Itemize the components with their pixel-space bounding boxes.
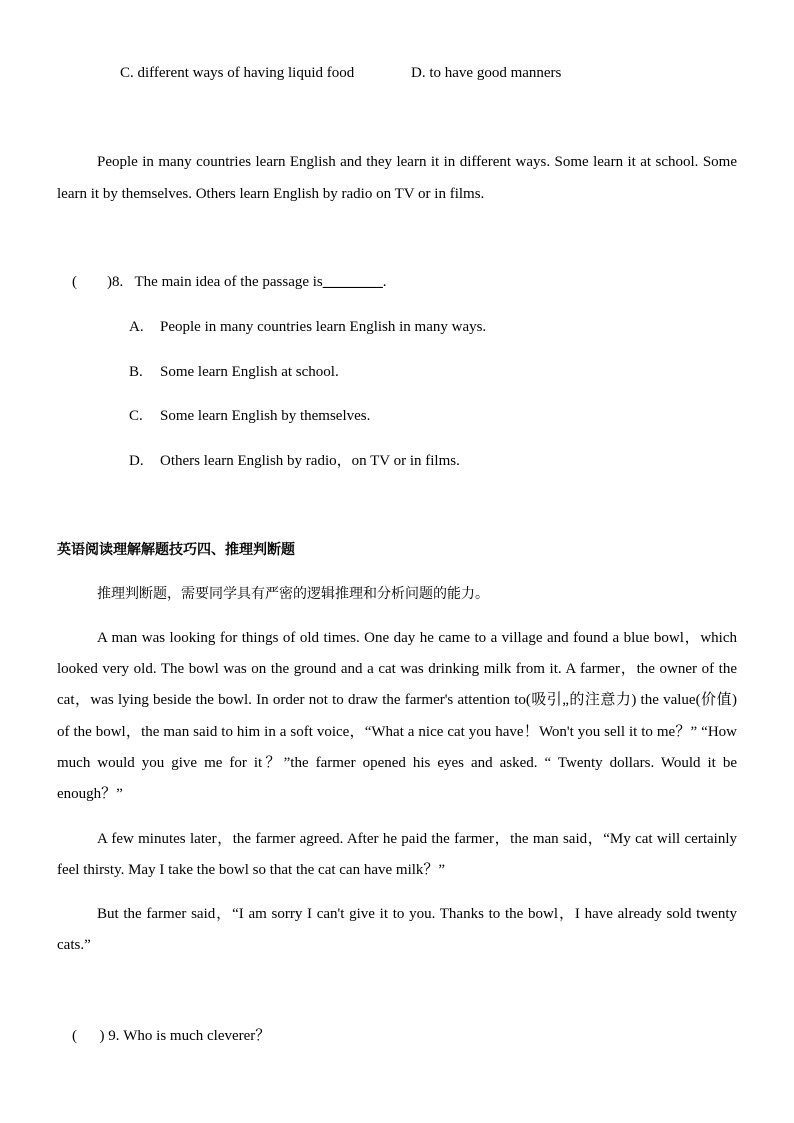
option-c: C. different ways of having liquid food bbox=[120, 65, 355, 81]
question-end: . bbox=[382, 274, 387, 290]
q8-option-c bbox=[129, 406, 370, 426]
q8-option-d bbox=[129, 451, 460, 471]
section-intro: 推理判断题，需要同学具有严密的逻辑推理和分析问题的能力。 bbox=[97, 586, 489, 602]
option-letter: B. bbox=[129, 364, 143, 380]
passage-paragraph: But the farmer said，“I am sorry I can't give it to you. Thanks to the bowl，I have already sold twenty cats.” bbox=[57, 906, 737, 954]
passage-paragraph: A man was looking for things of old times. One day he came to a village and found a blue bowl，which looked very old. The bowl was on the ground and a cat was drinking milk from it. A farmer，the owner of the cat，was lying beside the bowl. In order not to draw the farmer's attention to(吸引„的注意力) the value(价值) of the bowl，the man said to him in a soft voice，“What a nice cat you have！Won't you sell it to me？” “How much would you give me for it？”the farmer opened his eyes and asked. “ Twenty dollars. Would it be enough？” bbox=[57, 630, 737, 803]
answer-blank: ________ bbox=[322, 274, 383, 290]
option-letter: D. bbox=[129, 453, 144, 469]
passage-paragraph: A few minutes later，the farmer agreed. After he paid the farmer，the man said，“My cat will certainly feel thirsty. May I take the bowl so that the cat can have milk？” bbox=[57, 831, 737, 879]
q8-option-a bbox=[129, 317, 486, 337]
passage-paragraph: People in many countries learn English and they learn it in different ways. Some learn it at school. Some learn it by themselves. Others learn English by radio on TV or in films. bbox=[57, 154, 737, 202]
option-text: Others learn English by radio，on TV or in films. bbox=[160, 453, 460, 469]
question-9 bbox=[72, 1026, 270, 1046]
option-letter: C. bbox=[129, 408, 143, 424]
answer-bracket: ( ) 9. bbox=[72, 1028, 120, 1044]
question-stem: The main idea of the passage is bbox=[134, 274, 323, 290]
option-text: Some learn English by themselves. bbox=[160, 408, 371, 424]
option-letter: A. bbox=[129, 319, 144, 335]
section-heading: 英语阅读理解解题技巧四、推理判断题 bbox=[57, 542, 295, 558]
q8-option-b bbox=[129, 362, 339, 382]
option-text: Some learn English at school. bbox=[160, 364, 339, 380]
option-text: People in many countries learn English in many ways. bbox=[160, 319, 487, 335]
question-stem: Who is much cleverer？ bbox=[123, 1028, 271, 1044]
option-d: D. to have good manners bbox=[411, 65, 562, 81]
question-8 bbox=[72, 272, 387, 292]
answer-bracket: ( )8. bbox=[72, 274, 124, 290]
